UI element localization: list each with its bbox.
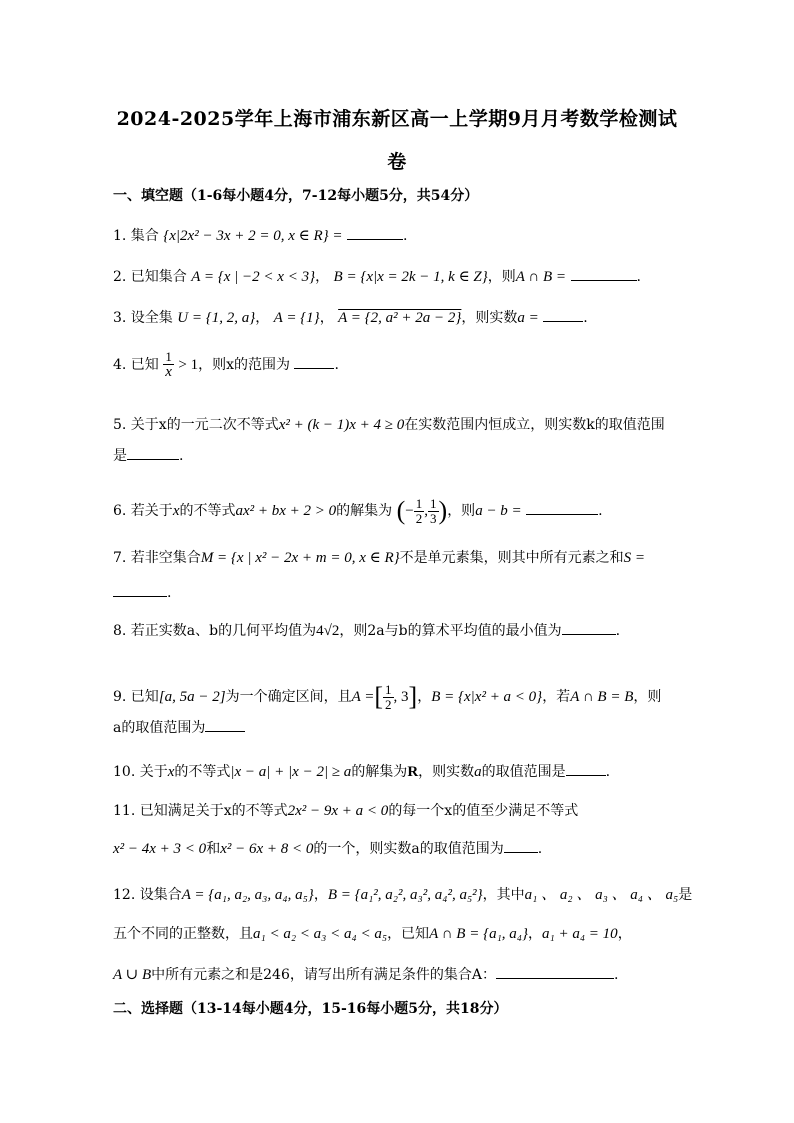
q12-set-a: A = {a₁, a₂, a₃, a₄, a₅}: [181, 887, 314, 903]
q7-end: .: [167, 585, 172, 601]
question-12-line2: [113, 923, 632, 943]
q9-n: 1: [385, 681, 392, 697]
q10-mid3: ，则实数: [418, 764, 475, 780]
q10-end: .: [605, 764, 611, 780]
q9-mid2: ，若: [542, 689, 571, 705]
q12-label: 12. 设集合: [113, 887, 182, 903]
q4-answer-blank[interactable]: [294, 354, 334, 369]
q12-sep: ，: [313, 887, 328, 903]
doc-title-line1: 2024-2025学年上海市浦东新区高一上学期9月月考数学检测试: [116, 108, 678, 130]
q12-sep2: ，: [528, 926, 542, 942]
question-5: [113, 414, 665, 434]
q3-label: 3. 设全集: [113, 310, 173, 326]
q11-inequality-1: 2x² − 9x + a < 0: [287, 803, 389, 819]
q12-intersection: A ∩ B = {a₁, a₄}: [429, 926, 528, 942]
q8-text-a: 8. 若正实数a、b的几何平均值为: [113, 623, 317, 639]
q5-math: x² + (k − 1)x + 4 ≥ 0: [278, 417, 405, 433]
q4-mid: ，则x的范围为: [198, 357, 291, 374]
q11-text-c: 的一个，则实数a的取值范围为: [313, 841, 504, 857]
q12-elements: a₁ 、 a₂ 、 a₃ 、 a₄ 、 a₅: [524, 887, 679, 903]
q5-text-b: 在实数范围内恒成立，则实数k的取值范围: [404, 417, 665, 433]
question-4: [113, 350, 339, 380]
q10-a: a: [474, 764, 482, 780]
question-5-line2: [113, 445, 183, 465]
q12-text-c: 中所有元素之和是246，请写出所有满足条件的集合A：: [151, 967, 496, 983]
q6-answer-blank[interactable]: [526, 500, 598, 515]
q1-answer-blank[interactable]: [347, 225, 403, 240]
q12-union: A ∪ B: [113, 967, 152, 983]
q2-end: .: [636, 269, 641, 285]
q2-intersection: A ∩ B =: [515, 269, 567, 285]
q12-end: .: [613, 967, 619, 983]
q11-and: 和: [206, 841, 221, 857]
q6-end: .: [598, 503, 603, 519]
q8-sqrt: 4√2: [316, 623, 340, 639]
q4-label: 4. 已知: [113, 357, 159, 374]
q2-set-a: A = {x | −2 < x < 3}: [191, 269, 316, 285]
q7-label: 7. 若非空集合: [113, 550, 201, 566]
q6-d1: 2: [415, 510, 423, 526]
q6-mid2: 的解集为: [336, 503, 393, 519]
q9-sep: ，: [417, 689, 432, 705]
q9-mid3: ，则: [633, 689, 662, 705]
q7-sum: S =: [623, 550, 646, 566]
q6-d2: 3: [430, 510, 437, 526]
q10-mid4: 的取值范围是: [481, 764, 566, 780]
question-6: [113, 496, 603, 526]
q12-sum: a₁ + a₄ = 10: [542, 926, 618, 942]
q1-label: 1. 集合: [113, 228, 159, 244]
q6-label: 6. 若关于: [113, 503, 173, 519]
q6-n1: 1: [415, 495, 423, 511]
question-12-line3: [113, 964, 618, 984]
question-10: [113, 761, 610, 781]
q3-set-a: A = {1}: [273, 310, 320, 326]
q6-mid1: 的不等式: [179, 503, 236, 519]
question-7-line2: [113, 582, 171, 601]
q10-label: 10. 关于: [113, 764, 168, 780]
q3-sep2: ，: [319, 310, 334, 326]
q11-text-a: 11. 已知满足关于x的不等式: [113, 803, 288, 819]
q5-text-c: 是: [113, 448, 127, 464]
q3-complement: A = {2, a² + 2a − 2}: [338, 310, 462, 326]
q5-end: .: [179, 448, 184, 464]
q6-paren-close: ): [438, 496, 448, 525]
section-fill-in: 一、填空题（1-6每小题4分，7-12每小题5分，共54分）: [113, 188, 479, 204]
q1-end: .: [402, 228, 408, 244]
q2-sep: ，: [315, 269, 330, 285]
q12-order: a₁ < a₂ < a₃ < a₄ < a₅: [253, 926, 388, 942]
question-7: [113, 547, 645, 567]
q6-n2: 1: [430, 495, 437, 511]
q7-answer-blank[interactable]: [113, 582, 167, 597]
q3-mid: ，则实数: [461, 310, 518, 326]
q9-condition: A ∩ B = B: [570, 689, 634, 705]
q3-universal-set: U = {1, 2, a}: [177, 310, 256, 326]
q10-r: R: [407, 764, 419, 780]
q1-math: {x|2x² − 3x + 2 = 0, x ∈ R} =: [163, 228, 343, 244]
q12-text-a: 五个不同的正整数，且: [113, 926, 253, 942]
q9-interval: [a, 5a − 2]: [158, 689, 226, 705]
q11-inequality-2: x² − 4x + 3 < 0: [113, 841, 207, 857]
q3-sep1: ，: [255, 310, 270, 326]
q9-frac: [383, 683, 394, 711]
q2-set-b: B = {x|x = 2k − 1, k ∈ Z}: [333, 269, 488, 285]
q4-frac-den: x: [165, 363, 172, 380]
q7-mid: 不是单元素集，则其中所有元素之和: [399, 550, 624, 566]
question-8: [113, 620, 620, 640]
question-1: [113, 225, 407, 245]
q9-set-b: B = {x|x² + a < 0}: [431, 689, 543, 705]
q12-mid1: ，其中: [482, 887, 525, 903]
q10-inequality: |x − a| + |x − 2| ≥ a: [230, 764, 352, 780]
q9-set-a-upper: , 3: [393, 689, 409, 705]
question-9: 9. 已知[a, 5a − 2]为一个确定区间，且A =[ $\frac{1}{2}$ , 3]，B = {x|x² + a < 0}，若A ∩ B = B，则: [113, 681, 662, 712]
q9-mid1: 为一个确定区间，且: [225, 689, 352, 705]
q12-mid2: 是: [678, 887, 693, 903]
q9-line2: a的取值范围为: [113, 720, 206, 736]
q10-answer-blank[interactable]: [566, 761, 606, 776]
q9-d: 2: [385, 696, 392, 712]
q8-end: .: [615, 623, 621, 639]
section-multiple-choice: 二、选择题（13-14每小题4分，15-16每小题5分，共18分）: [113, 1001, 508, 1017]
q6-inequality: ax² + bx + 2 > 0: [235, 503, 337, 519]
q12-text-b: ，已知: [387, 926, 430, 942]
question-12: [113, 883, 692, 904]
q6-paren-open: (: [396, 496, 406, 525]
q6-frac-1: [414, 497, 425, 525]
q4-gt: > 1: [178, 357, 199, 374]
q6-frac-2: [428, 497, 439, 525]
q12-answer-blank[interactable]: [496, 964, 614, 979]
q8-text-b: ，则2a与b的算术平均值的最小值为: [339, 623, 562, 639]
q12-end2: ，: [617, 926, 632, 942]
q2-answer-blank[interactable]: [571, 266, 637, 281]
question-9-line2: [113, 717, 245, 737]
q6-mid3: ，则: [447, 503, 476, 519]
q4-frac-num: 1: [163, 350, 174, 365]
q3-end: .: [583, 310, 588, 326]
q11-text-b: 的每一个x的值至少满足不等式: [388, 803, 579, 819]
q2-mid: ，则: [487, 269, 516, 285]
q9-set-a-label: A =: [351, 689, 375, 705]
q9-answer-blank[interactable]: [205, 717, 245, 732]
question-11-line2: [113, 838, 542, 858]
q6-minus: −: [405, 503, 414, 519]
question-2: [113, 266, 641, 286]
doc-title-line2: 卷: [387, 151, 407, 173]
q7-set-m: M = {x | x² − 2x + m = 0, x ∈ R}: [200, 550, 400, 566]
q6-expr: a − b =: [475, 503, 522, 519]
q4-fraction: [163, 350, 174, 380]
q9-label: 9. 已知: [113, 689, 159, 705]
q6-comma: ,: [424, 503, 429, 519]
q5-answer-blank[interactable]: [127, 445, 179, 460]
q10-mid2: 的解集为: [351, 764, 408, 780]
q3-answer-blank[interactable]: [543, 307, 583, 322]
q11-inequality-3: x² − 6x + 8 < 0: [220, 841, 314, 857]
q12-set-b: B = {a₁², a₂², a₃², a₄², a₅²}: [327, 887, 483, 903]
q6-x: x: [172, 503, 180, 519]
q10-mid1: 的不等式: [174, 764, 231, 780]
question-11: [113, 800, 578, 820]
q3-var: a =: [517, 310, 539, 326]
question-3: [113, 307, 588, 327]
q11-answer-blank[interactable]: [504, 838, 538, 853]
q8-answer-blank[interactable]: [562, 620, 616, 635]
q11-end: .: [537, 841, 543, 857]
q4-end: .: [334, 357, 339, 374]
q2-label: 2. 已知集合: [113, 269, 187, 285]
q10-x: x: [167, 764, 175, 780]
q5-text-a: 5. 关于x的一元二次不等式: [113, 417, 279, 433]
